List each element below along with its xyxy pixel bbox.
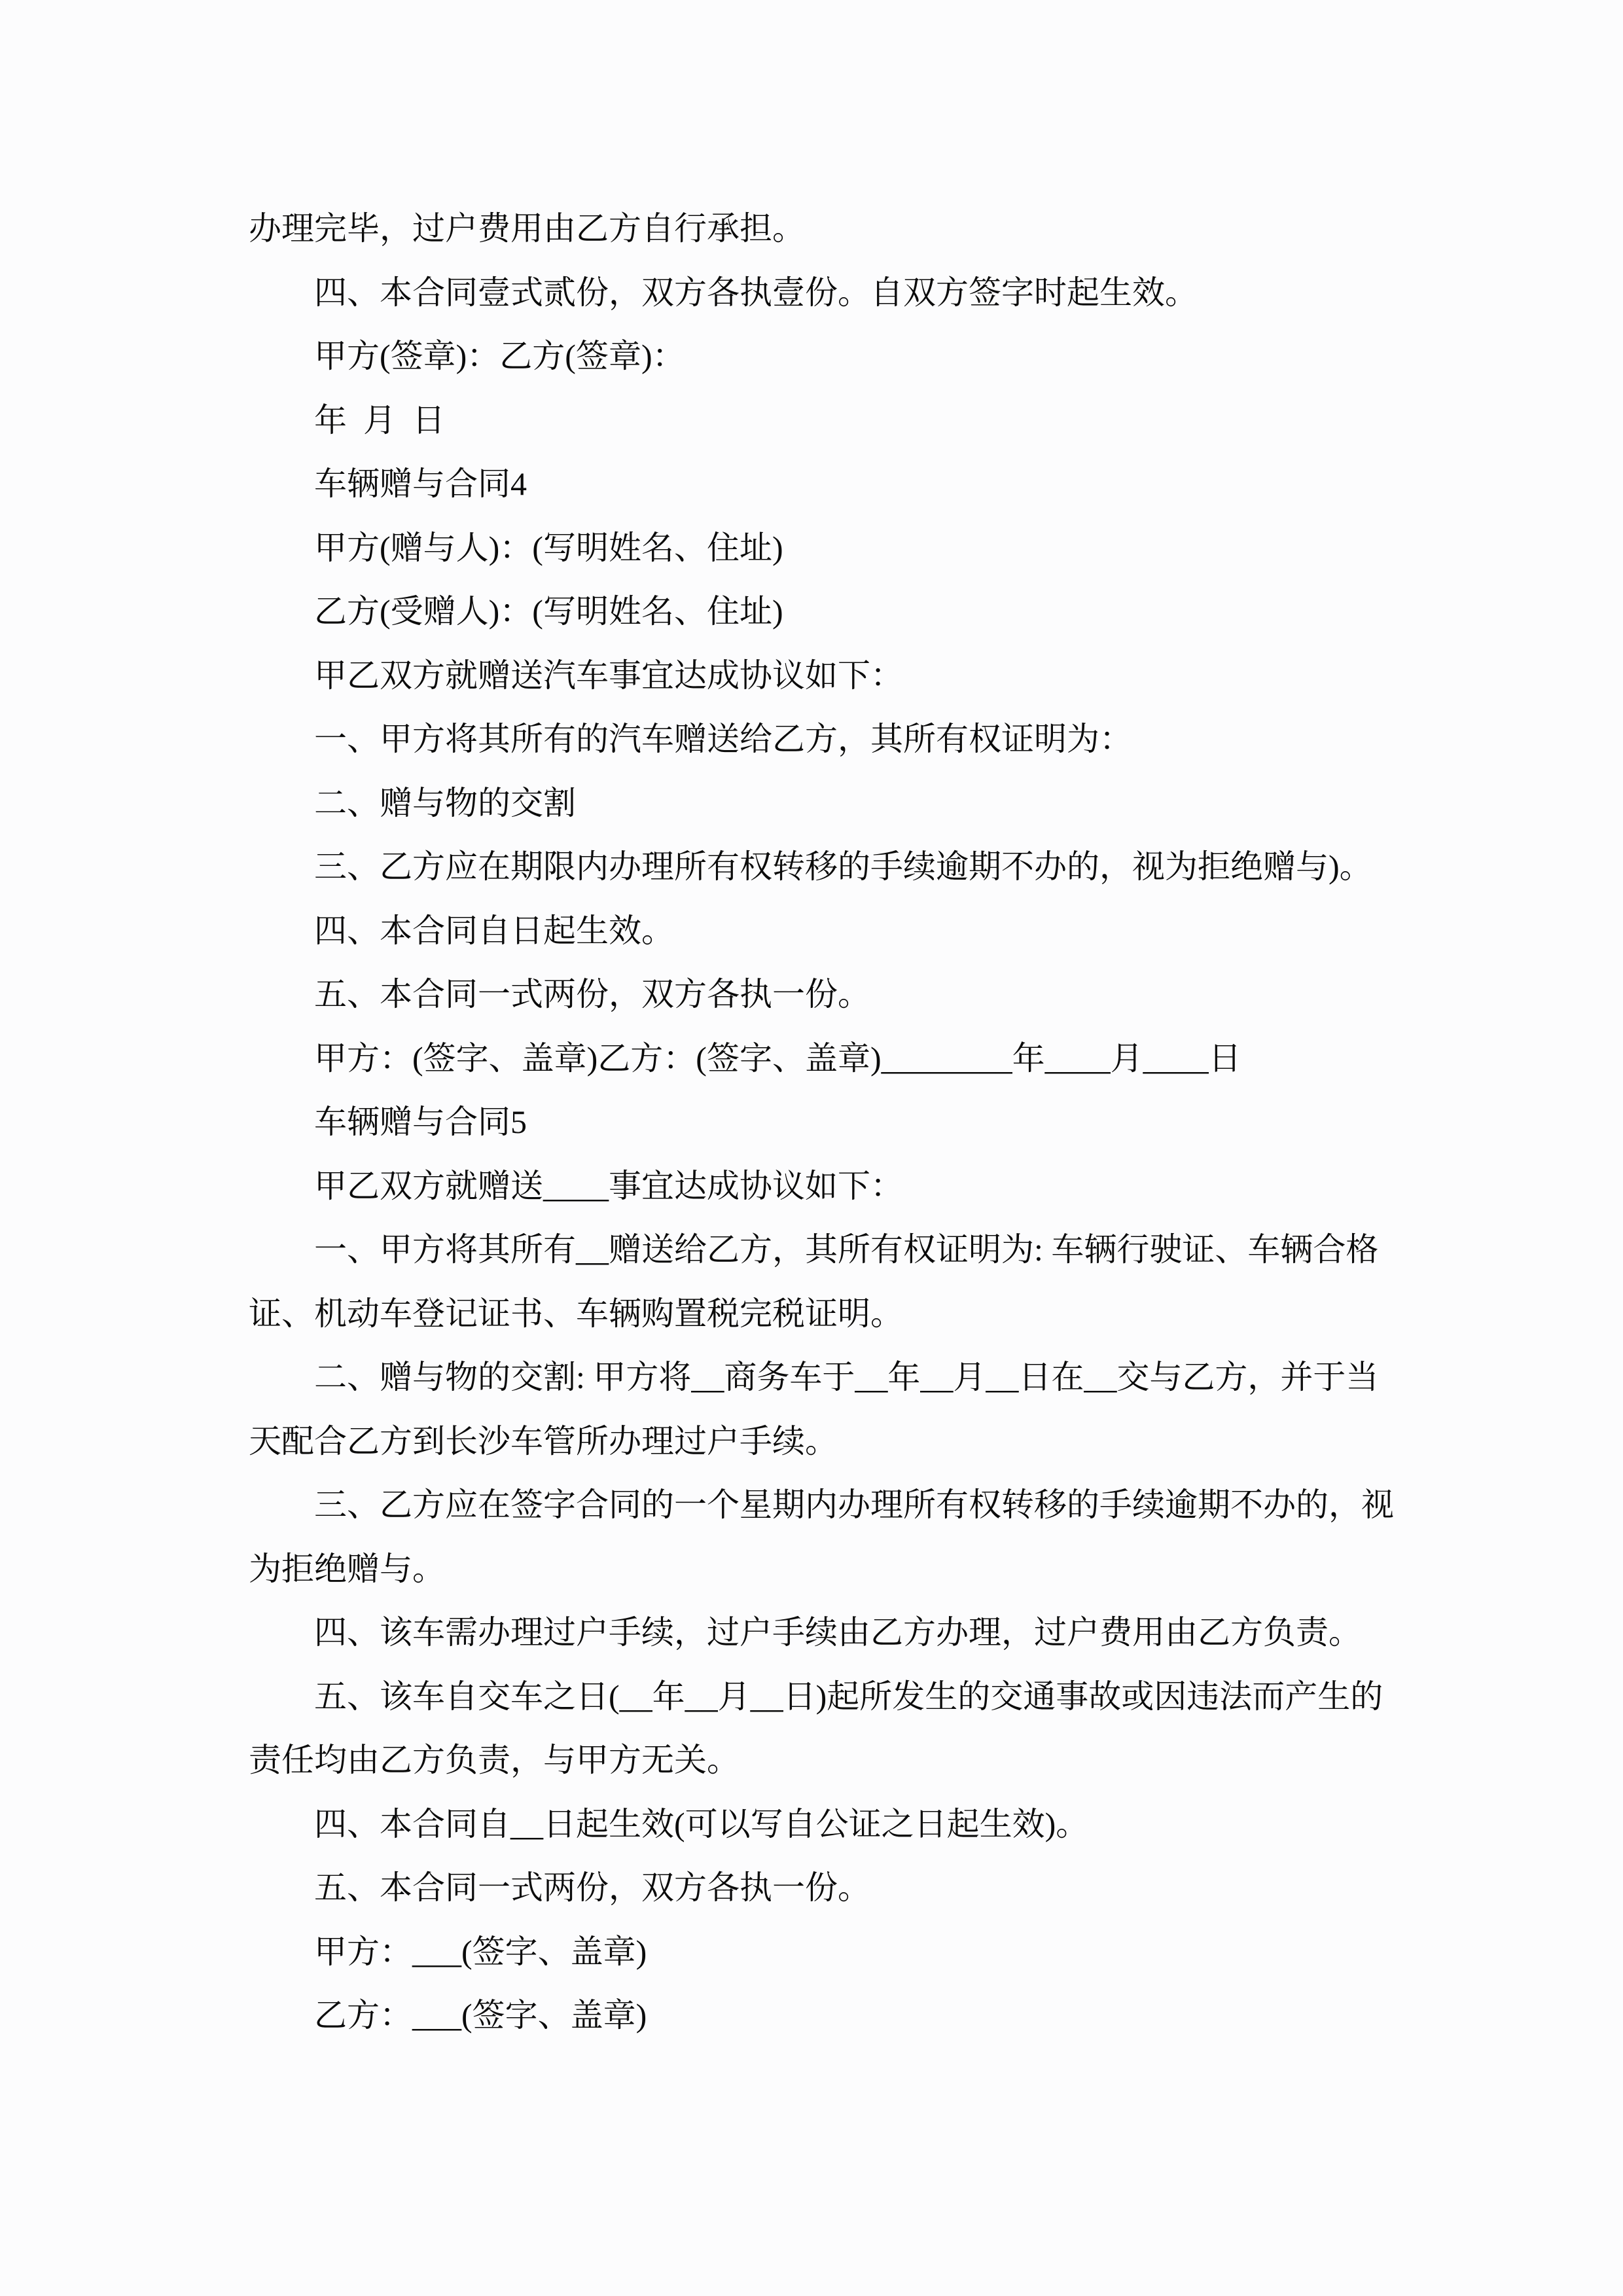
document-line: 四、本合同自日起生效。 bbox=[314, 912, 674, 949]
document-line: 五、该车自交车之日(__年__月__日)起所发生的交通事故或因违法而产生的 bbox=[314, 1677, 1383, 1715]
document-line: 甲方(签章)：乙方(签章)： bbox=[314, 338, 685, 374]
document-line: 办理完毕，过户费用由乙方自行承担。 bbox=[249, 210, 805, 247]
document-line: 五、本合同一式两份，双方各执一份。 bbox=[314, 1869, 870, 1906]
document-line: 车辆赠与合同5 bbox=[314, 1103, 527, 1140]
document-line: 责任均由乙方负责，与甲方无关。 bbox=[249, 1742, 740, 1778]
document-line: 三、乙方应在签字合同的一个星期内办理所有权转移的手续逾期不办的，视 bbox=[314, 1486, 1394, 1523]
document-line: 甲方：(签字、盖章)乙方：(签字、盖章)________年____月____日 bbox=[314, 1039, 1241, 1077]
document-line: 证、机动车登记证书、车辆购置税完税证明。 bbox=[249, 1295, 903, 1332]
document-line: 三、乙方应在期限内办理所有权转移的手续逾期不办的，视为拒绝赠与)。 bbox=[314, 848, 1372, 885]
document-line: 四、本合同壹式贰份，双方各执壹份。自双方签字时起生效。 bbox=[314, 274, 1198, 311]
document-line: 四、本合同自__日起生效(可以写自公证之日起生效)。 bbox=[314, 1805, 1089, 1842]
document-line: 二、赠与物的交割 bbox=[314, 784, 576, 821]
document-line: 乙方：___(签字、盖章) bbox=[314, 1997, 647, 2034]
document-line: 为拒绝赠与。 bbox=[249, 1550, 445, 1587]
document-line: 四、该车需办理过户手续，过户手续由乙方办理，过户费用由乙方负责。 bbox=[314, 1614, 1361, 1651]
document-line: 五、本合同一式两份，双方各执一份。 bbox=[314, 976, 870, 1013]
document-line: 甲乙双方就赠送____事宜达成协议如下： bbox=[314, 1167, 903, 1204]
document-line: 车辆赠与合同4 bbox=[314, 465, 527, 502]
contract-text-block bbox=[249, 197, 1433, 2048]
document-line: 天配合乙方到长沙车管所办理过户手续。 bbox=[249, 1422, 838, 1460]
document-line: 一、甲方将其所有的汽车赠送给乙方，其所有权证明为： bbox=[314, 721, 1132, 757]
document-line: 乙方(受赠人)：(写明姓名、住址) bbox=[314, 593, 783, 630]
document-line: 甲乙双方就赠送汽车事宜达成协议如下： bbox=[314, 656, 903, 694]
document-line: 一、甲方将其所有__赠送给乙方，其所有权证明为: 车辆行驶证、车辆合格 bbox=[314, 1231, 1379, 1268]
document-line: 二、赠与物的交割: 甲方将__商务车于__年__月__日在__交与乙方，并于当 bbox=[314, 1359, 1379, 1395]
document-line: 甲方：___(签字、盖章) bbox=[314, 1933, 647, 1970]
document-line: 年 月 日 bbox=[314, 401, 445, 439]
document-line: 甲方(赠与人)：(写明姓名、住址) bbox=[314, 529, 783, 566]
